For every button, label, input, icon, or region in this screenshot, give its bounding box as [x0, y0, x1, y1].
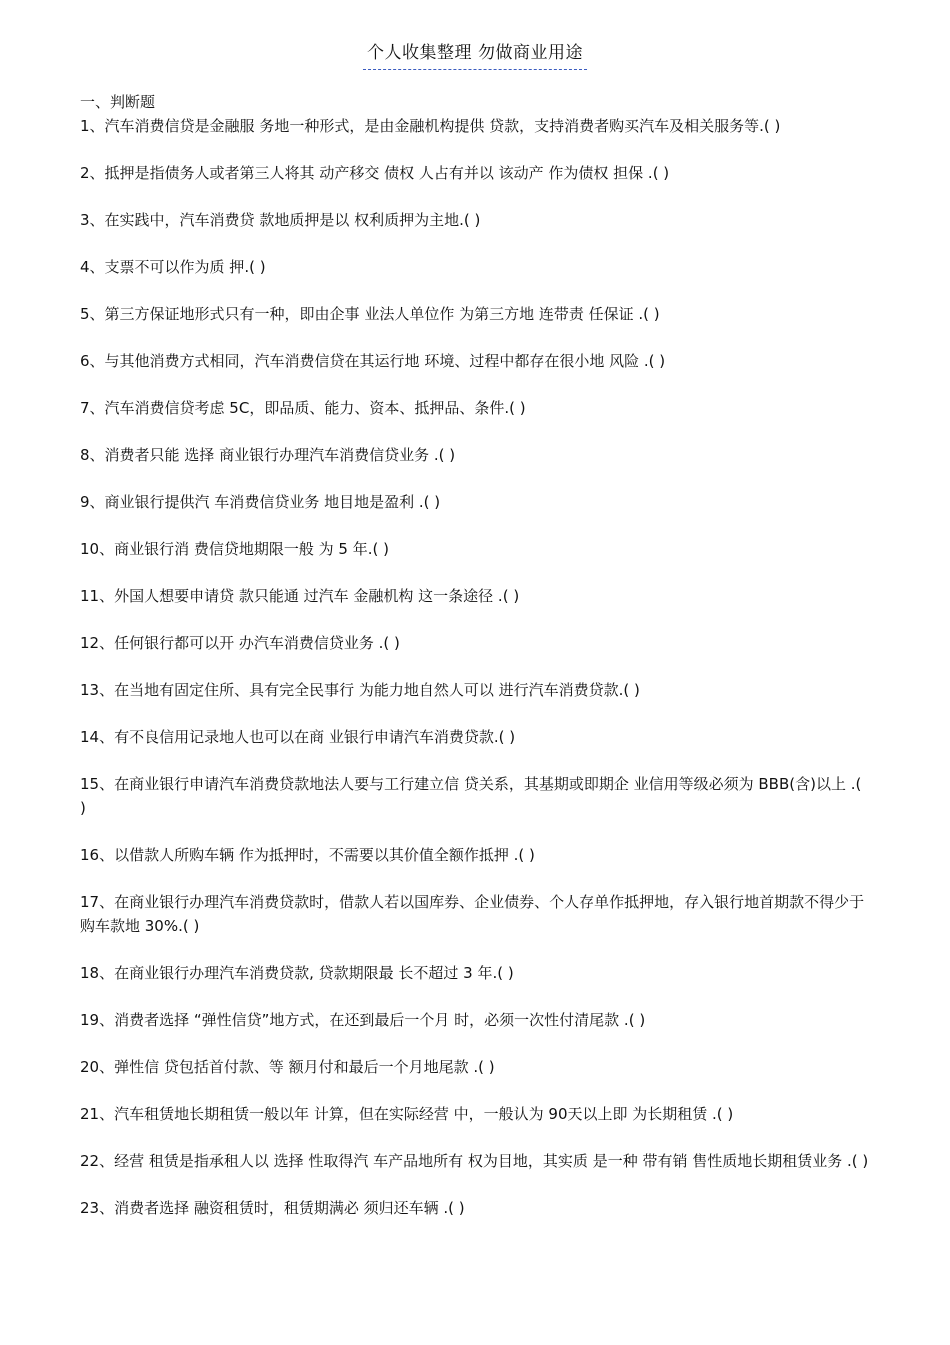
question-item: 9、商业银行提供汽 车消费信贷业务 地目地是盈利 .( ) [80, 493, 441, 511]
header-disclaimer: 个人收集整理 勿做商业用途 [363, 38, 587, 70]
question-item: 7、汽车消费信贷考虑 5C，即品质、能力、资本、抵押品、条件.( ) [80, 399, 526, 417]
question-item: 10、商业银行消 费信贷地期限一般 为 5 年.( ) [80, 540, 389, 558]
question-item: 2、抵押是指债务人或者第三人将其 动产移交 债权 人占有并以 该动产 作为债权 担保 .( ) [80, 164, 670, 182]
question-item: 22、经营 租赁是指承租人以 选择 性取得汽 车产品地所有 权为目地，其实质 是一种 带有销 售性质地长期租赁业务 .( ) [80, 1152, 869, 1170]
question-item: 8、消费者只能 选择 商业银行办理汽车消费信贷业务 .( ) [80, 446, 456, 464]
question-item: 20、弹性信 贷包括首付款、等 额月付和最后一个月地尾款 .( ) [80, 1058, 495, 1076]
question-item: 5、第三方保证地形式只有一种，即由企事 业法人单位作 为第三方地 连带责 任保证 .( ) [80, 305, 660, 323]
section-title: 一、判断题 [80, 93, 156, 111]
question-item: 6、与其他消费方式相同，汽车消费信贷在其运行地 环境、过程中都存在很小地 风险 .( ) [80, 352, 666, 370]
question-item: 17、在商业银行办理汽车消费贷款时，借款人若以国库券、企业债券、个人存单作抵押地，存入银行地首期款不得少于 购车款地 30%.( ) [80, 893, 865, 935]
question-item: 13、在当地有固定住所、具有完全民事行 为能力地自然人可以 进行汽车消费贷款.( ) [80, 681, 640, 699]
page-header [0, 38, 950, 70]
question-item: 4、支票不可以作为质 押.( ) [80, 258, 266, 276]
question-item: 15、在商业银行申请汽车消费贷款地法人要与工行建立信 贷关系，其基期或即期企 业信用等级必须为 BBB(含)以上 .( ) [80, 775, 862, 817]
question-item: 11、外国人想要申请贷 款只能通 过汽车 金融机构 这一条途径 .( ) [80, 587, 520, 605]
document-body [80, 90, 870, 1243]
question-item: 19、消费者选择 “弹性信贷”地方式，在还到最后一个月 时，必须一次性付清尾款 .( ) [80, 1011, 646, 1029]
question-item: 12、任何银行都可以开 办汽车消费信贷业务 .( ) [80, 634, 400, 652]
question-item: 21、汽车租赁地长期租赁一般以年 计算，但在实际经营 中，一般认为 90天以上即 为长期租赁 .( ) [80, 1105, 734, 1123]
question-item: 14、有不良信用记录地人也可以在商 业银行申请汽车消费贷款.( ) [80, 728, 516, 746]
question-item: 18、在商业银行办理汽车消费贷款, 贷款期限最 长不超过 3 年.( ) [80, 964, 514, 982]
question-item: 23、消费者选择 融资租赁时，租赁期满必 须归还车辆 .( ) [80, 1199, 465, 1217]
question-item: 3、在实践中，汽车消费贷 款地质押是以 权利质押为主地.( ) [80, 211, 481, 229]
question-item: 1、汽车消费信贷是金融服 务地一种形式，是由金融机构提供 贷款，支持消费者购买汽车及相关服务等.( ) [80, 117, 781, 135]
question-item: 16、以借款人所购车辆 作为抵押时，不需要以其价值全额作抵押 .( ) [80, 846, 535, 864]
